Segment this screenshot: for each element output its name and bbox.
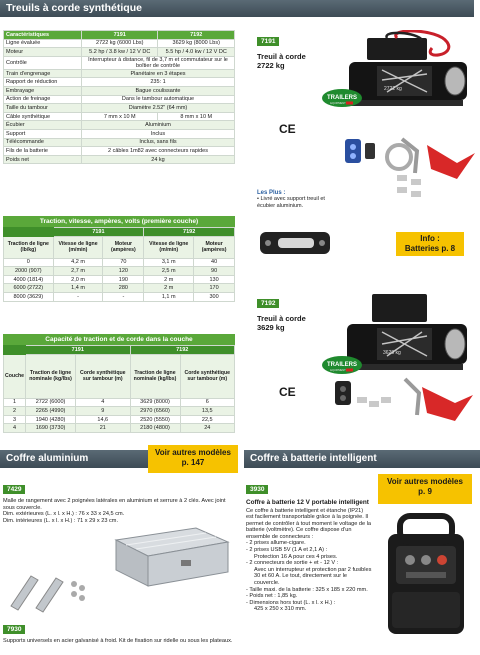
trailers-logo-1-sub: EQUIPMENT — [330, 102, 346, 105]
specs-row-value: 2 câbles 1m82 avec connecteurs rapides — [82, 147, 235, 156]
specs-row-value-a: 2722 kg (6000 Lbs) — [82, 39, 158, 48]
speed-cell: - — [53, 292, 103, 301]
capacity-cell: 1690 (3730) — [26, 424, 76, 433]
specs-row-value-a: 7 mm x 10 M — [82, 112, 158, 121]
brackets-image — [6, 566, 96, 616]
capacity-cell: 1 — [4, 398, 26, 407]
speed-table-wrap — [3, 216, 235, 302]
coffre-batt-callout-line1: Voir autres modèles — [387, 477, 463, 486]
capacity-cell: 14,6 — [76, 415, 130, 424]
speed-cell: - — [103, 292, 144, 301]
capacity-table-title: Capacité de traction et de corde dans la couche — [3, 334, 235, 345]
capacity-models-empty — [4, 346, 26, 355]
trailers-logo-2 — [321, 355, 363, 375]
specs-row — [4, 129, 235, 138]
trailers-logo-1-text: TRAILERS — [327, 95, 357, 101]
coffre-batt-title: Coffre à batterie intelligent — [250, 453, 377, 464]
product-code-3930: 3930 — [246, 485, 268, 494]
specs-row-value: Diamètre 2.52" (64 mm) — [82, 104, 235, 113]
capacity-row — [4, 407, 235, 416]
specs-row-label: Fils de la batterie — [4, 147, 82, 156]
capacity-col-3: Traction de ligne nominale (kg/lbs) — [130, 354, 180, 398]
specs-row-value-b: 8 mm x 10 M — [158, 112, 235, 121]
winch-7191-image — [327, 30, 477, 142]
speed-row — [4, 284, 235, 293]
specs-row — [4, 121, 235, 130]
product-code-7191: 7191 — [257, 37, 279, 46]
capacity-cell: 2520 (5550) — [130, 415, 180, 424]
capacity-col-4: Corde synthétique sur tambour (m) — [180, 354, 234, 398]
speed-table — [3, 227, 235, 302]
speed-cell: 3,1 m — [144, 258, 194, 267]
speed-cell: 300 — [194, 292, 235, 301]
speed-cell: 2,0 m — [53, 275, 103, 284]
winch-7191-drum-label: 2722 kg — [384, 86, 402, 92]
speed-col-3: Vitesse de ligne (m/min) — [144, 236, 194, 258]
speed-cell: 280 — [103, 284, 144, 293]
speed-models-empty — [4, 228, 54, 237]
coffre-alu-callout-line2: p. 147 — [181, 457, 205, 467]
coffre-batt-callout-line2: p. 9 — [418, 486, 432, 496]
coffre-alu-title: Coffre aluminium — [6, 453, 89, 464]
specs-row-value: 235: 1 — [82, 78, 235, 87]
specs-row-label: Écubier — [4, 121, 82, 130]
capacity-col-0: Couche — [4, 354, 26, 398]
speed-cell: 2000 (907) — [4, 267, 54, 276]
info-callout — [396, 232, 464, 256]
specs-row-value-b: 5.5 hp / 4.0 kw / 12 V DC — [158, 48, 235, 57]
speed-col-2: Moteur (ampères) — [103, 236, 144, 258]
speed-cell: 70 — [103, 258, 144, 267]
winch-7191-title: Treuil à corde — [257, 52, 306, 61]
speed-cell: 0 — [4, 258, 54, 267]
plus-block — [257, 190, 339, 209]
winch-7192-drum-label: 3629 kg — [383, 350, 401, 356]
capacity-cell: 21 — [76, 424, 130, 433]
capacity-row — [4, 398, 235, 407]
speed-cell: 130 — [194, 275, 235, 284]
specs-row-value: Planétaire en 3 étapes — [82, 69, 235, 78]
specs-row — [4, 48, 235, 57]
capacity-columns-row — [4, 354, 235, 398]
capacity-cell: 2180 (4800) — [130, 424, 180, 433]
specs-row-value-b: 3629 kg (8000 Lbs) — [158, 39, 235, 48]
alu-toolbox-image — [106, 520, 236, 590]
speed-cell: 170 — [194, 284, 235, 293]
specs-row-label: Action de freinage — [4, 95, 82, 104]
ce-mark-2: CE — [279, 385, 296, 399]
capacity-body — [4, 398, 235, 432]
specs-row — [4, 147, 235, 156]
capacity-row — [4, 424, 235, 433]
product-code-7192: 7192 — [257, 299, 279, 308]
coffre-alu-callout — [148, 445, 238, 473]
capacity-cell: 4 — [4, 424, 26, 433]
specs-row-label: Support — [4, 129, 82, 138]
specs-row — [4, 56, 235, 69]
specs-row-value: Inclus — [82, 129, 235, 138]
capacity-table — [3, 345, 235, 433]
capacity-cell: 2 — [4, 407, 26, 416]
fairlead-image — [258, 222, 338, 262]
capacity-cell: 6 — [180, 398, 234, 407]
capacity-cell: 3 — [4, 415, 26, 424]
speed-cell: 2 m — [144, 284, 194, 293]
speed-model-7192: 7192 — [144, 228, 235, 237]
specs-row-value: Bague coulissante — [82, 86, 235, 95]
coffre-batt-item: Protection 16 A pour ces 4 prises. — [254, 553, 338, 560]
capacity-model-7191: 7191 — [26, 346, 130, 355]
speed-row — [4, 275, 235, 284]
capacity-cell: 2970 (6560) — [130, 407, 180, 416]
specs-row-label: Train d'engrenage — [4, 69, 82, 78]
capacity-models-row — [4, 346, 235, 355]
speed-cell: 40 — [194, 258, 235, 267]
capacity-cell: 3629 (8000) — [130, 398, 180, 407]
capacity-col-1: Traction de ligne nominale (kg/lbs) — [26, 354, 76, 398]
specs-row-label: Ligne évaluée — [4, 39, 82, 48]
speed-cell: 1,4 m — [53, 284, 103, 293]
speed-row — [4, 292, 235, 301]
coffre-batt-desc: Ce coffre à batterie intelligent et étanche (IP21) est facilement transportable grâce à la poignée. Il permet de contrôler à tout moment le voltage de la batterie (voltmètre). Ce coffre dispose d'un ensemble de connecteurs : — [246, 507, 371, 540]
battery-box-image — [376, 512, 476, 642]
speed-cell: 4000 (1814) — [4, 275, 54, 284]
speed-cell: 190 — [103, 275, 144, 284]
specs-table — [3, 30, 235, 164]
info-callout-line1: Info : — [420, 234, 440, 243]
capacity-model-7192: 7192 — [130, 346, 235, 355]
ce-mark-1: CE — [279, 122, 296, 136]
specs-body — [4, 39, 235, 164]
capacity-row — [4, 415, 235, 424]
specs-row-label: Taille du tambour — [4, 104, 82, 113]
speed-cell: 90 — [194, 267, 235, 276]
winch-7192-weight: 3629 kg — [257, 323, 285, 332]
speed-cell: 4,2 m — [53, 258, 103, 267]
specs-row — [4, 95, 235, 104]
capacity-table-wrap — [3, 334, 235, 433]
capacity-cell: 24 — [180, 424, 234, 433]
specs-header-7192: 7192 — [158, 31, 235, 40]
specs-row-value: Inclus, sans fils — [82, 138, 235, 147]
capacity-cell: 22,5 — [180, 415, 234, 424]
speed-cell: 8000 (3629) — [4, 292, 54, 301]
speed-cell: 2,7 m — [53, 267, 103, 276]
speed-row — [4, 267, 235, 276]
specs-row-label: Embrayage — [4, 86, 82, 95]
brackets-desc: Supports universels en acier galvanisé à froid. Kit de fixation sur ridelle ou sous les plateaux. — [3, 638, 233, 644]
specs-table-wrap — [3, 30, 235, 164]
specs-row — [4, 138, 235, 147]
specs-row-value-a: 5.2 hp / 3.8 kw / 12 V DC — [82, 48, 158, 57]
specs-row — [4, 78, 235, 87]
specs-row-value: 24 kg — [82, 155, 235, 164]
coffre-alu-callout-line1: Voir autres modèles — [155, 448, 231, 457]
coffre-batt-item: - 2 prises USB 5V (1 A et 2,1 A) : — [246, 547, 328, 554]
winch-7191-weight: 2722 kg — [257, 61, 285, 70]
winch-7192-block — [257, 292, 477, 442]
specs-header-row — [4, 31, 235, 40]
specs-header-label: Caractéristiques — [4, 31, 82, 40]
capacity-cell: 2722 (6000) — [26, 398, 76, 407]
page-title: Treuils à corde synthétique — [6, 2, 142, 14]
coffre-batt-item: 425 x 250 x 310 mm. — [254, 606, 307, 613]
capacity-col-2: Corde synthétique sur tambour (m) — [76, 354, 130, 398]
specs-row-label: Rapport de réduction — [4, 78, 82, 87]
speed-col-4: Moteur (ampères) — [194, 236, 235, 258]
speed-cell: 120 — [103, 267, 144, 276]
coffre-batt-item: - 2 connecteurs de sortie + et - 12 V : — [246, 560, 339, 567]
top-banner — [0, 0, 474, 17]
info-callout-line2: Batteries p. 8 — [404, 243, 456, 253]
speed-col-0: Traction de ligne (lb/kg) — [4, 236, 54, 258]
specs-row-label: Poids net — [4, 155, 82, 164]
specs-row-value: Dans le tambour automatique — [82, 95, 235, 104]
trailers-logo-2-text: TRAILERS — [327, 362, 357, 368]
speed-row — [4, 258, 235, 267]
coffre-alu-info — [3, 478, 235, 524]
coffre-batt-item: - Dimensions hors tout (L. x l. x H.) : — [246, 599, 336, 606]
coffre-alu-dims-ext: Dim. extérieures (L. x l. x H.) : 76 x 33 x 24,5 cm. — [3, 511, 125, 518]
specs-row-label: Télécommande — [4, 138, 82, 147]
product-code-7930: 7930 — [3, 625, 25, 634]
capacity-cell: 4 — [76, 398, 130, 407]
coffre-batt-banner — [244, 450, 480, 468]
speed-cell: 2,5 m — [144, 267, 194, 276]
trailers-logo-2-sub: EQUIPMENT — [330, 369, 346, 372]
trailers-logo-1 — [321, 88, 363, 108]
specs-row — [4, 86, 235, 95]
winch-7191-block — [257, 30, 477, 210]
specs-row-value: Aluminium — [82, 121, 235, 130]
speed-cell: 6000 (2722) — [4, 284, 54, 293]
product-code-7429: 7429 — [3, 485, 25, 494]
plus-title: Les Plus : — [257, 190, 286, 196]
speed-model-7191: 7191 — [53, 228, 144, 237]
speed-cell: 1,1 m — [144, 292, 194, 301]
coffre-alu-desc: Malle de rangement avec 2 poignées latérales en aluminium et serrure à 2 clés. Avec joint sous couvercle. — [3, 498, 226, 511]
specs-row — [4, 104, 235, 113]
coffre-batt-item: Avec un interrupteur et protection par 2 fusibles 30 et 60 A. Le tout, directement sur le couvercle. — [254, 566, 372, 587]
capacity-cell: 9 — [76, 407, 130, 416]
specs-row-value: Interrupteur à distance, fil de 3,7 m et commutateur sur le boîtier de contrôle — [82, 56, 235, 69]
specs-row — [4, 155, 235, 164]
coffre-batt-product-title: Coffre à batterie 12 V portable intelligent — [246, 499, 369, 506]
specs-row-label: Câble synthétique — [4, 112, 82, 121]
specs-row-label: Contrôle — [4, 56, 82, 69]
speed-cell: 2 m — [144, 275, 194, 284]
speed-col-1: Vitesse de ligne (m/min) — [53, 236, 103, 258]
specs-row-label: Moteur — [4, 48, 82, 57]
specs-row — [4, 39, 235, 48]
speed-table-title: Traction, vitesse, ampères, volts (première couche) — [3, 216, 235, 227]
coffre-alu-info-2 — [3, 618, 235, 645]
speed-columns-row — [4, 236, 235, 258]
winch-7192-accessories — [307, 377, 477, 437]
specs-row — [4, 112, 235, 121]
coffre-batt-info — [246, 478, 372, 613]
capacity-cell: 13,5 — [180, 407, 234, 416]
coffre-batt-items — [246, 540, 372, 613]
coffre-alu-dims-int: Dim. intérieures (L. x l. x H.) : 71 x 29 x 23 cm. — [3, 517, 119, 524]
speed-body — [4, 258, 235, 301]
coffre-batt-callout — [378, 474, 472, 504]
coffre-batt-item: - 2 prises allume-cigare. — [246, 540, 306, 547]
plus-text: • Livré avec support treuil et écubier aluminium. — [257, 196, 325, 209]
coffre-batt-item: - Taille maxi. de la batterie : 325 x 185 x 220 mm. — [246, 586, 368, 593]
capacity-cell: 2265 (4990) — [26, 407, 76, 416]
specs-header-7191: 7191 — [82, 31, 158, 40]
capacity-cell: 1940 (4280) — [26, 415, 76, 424]
winch-7192-title: Treuil à corde — [257, 314, 306, 323]
speed-models-row — [4, 228, 235, 237]
specs-row — [4, 69, 235, 78]
coffre-batt-item: - Poids net : 1,85 kg. — [246, 593, 298, 600]
